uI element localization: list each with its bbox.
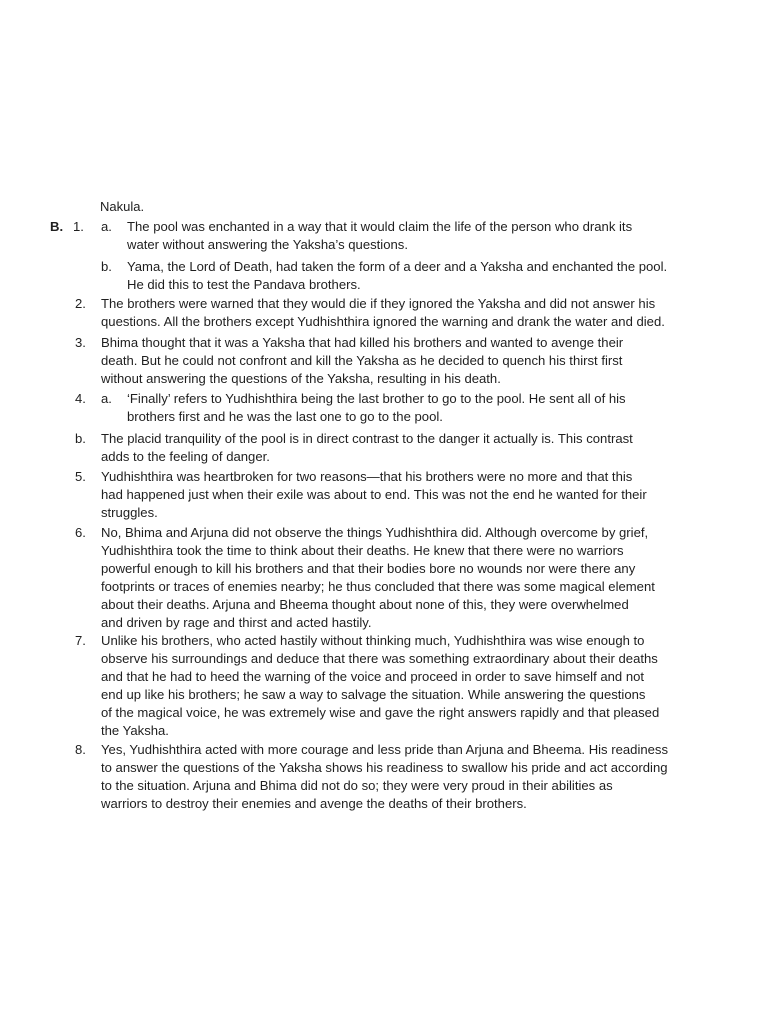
answer-line: had happened just when their exile was about to end. This was not the end he wanted for their [101, 487, 647, 502]
answer-line: Yama, the Lord of Death, had taken the form of a deer and a Yaksha and enchanted the pool. [127, 259, 668, 274]
answer-line: ‘Finally’ refers to Yudhishthira being the last brother to go to the pool. He sent all of his [127, 391, 626, 406]
item-number: 1. [73, 219, 84, 234]
answer-line: observe his surroundings and deduce that there was something extraordinary about their deaths [101, 651, 658, 666]
answer-line: He did this to test the Pandava brothers. [127, 277, 361, 292]
answer-line: brothers first and he was the last one to go to the pool. [127, 409, 443, 424]
answer-line: No, Bhima and Arjuna did not observe the things Yudhishthira did. Although overcome by grief, [101, 525, 649, 540]
item-number: 5. [75, 469, 86, 484]
item-number: 2. [75, 296, 86, 311]
item-number: 8. [75, 742, 86, 757]
sub-item-letter: a. [101, 219, 112, 234]
sub-item-letter: b. [101, 259, 112, 274]
item-number: b. [75, 431, 86, 446]
answer-line: struggles. [101, 505, 158, 520]
answer-line: to answer the questions of the Yaksha shows his readiness to swallow his pride and act according [101, 760, 668, 775]
item-number: 3. [75, 335, 86, 350]
section-label: B. [50, 219, 64, 234]
answer-line: The brothers were warned that they would die if they ignored the Yaksha and did not answer his [101, 296, 656, 311]
answer-line: and driven by rage and thirst and acted hastily. [101, 615, 372, 630]
answer-line: and that he had to heed the warning of the voice and proceed in order to save himself and not [101, 669, 645, 684]
answer-line: Bhima thought that it was a Yaksha that had killed his brothers and wanted to avenge their [101, 335, 624, 350]
answer-line: warriors to destroy their enemies and avenge the deaths of their brothers. [101, 796, 527, 811]
item-number: 4. [75, 391, 86, 406]
answer-line: of the magical voice, he was extremely wise and gave the right answers rapidly and that pleased [101, 705, 660, 720]
cut-off-text: Nakula. [100, 199, 145, 214]
answer-line: questions. All the brothers except Yudhishthira ignored the warning and drank the water and died. [101, 314, 665, 329]
answer-line: death. But he could not confront and kill the Yaksha as he decided to quench his thirst first [101, 353, 623, 368]
answer-line: Yudhishthira took the time to think about their deaths. He knew that there were no warriors [101, 543, 624, 558]
item-number: 7. [75, 633, 86, 648]
answer-line: The placid tranquility of the pool is in direct contrast to the danger it actually is. This contrast [101, 431, 633, 446]
answer-line: adds to the feeling of danger. [101, 449, 270, 464]
answer-line: about their deaths. Arjuna and Bheema thought about none of this, they were overwhelmed [101, 597, 629, 612]
answer-line: Yudhishthira was heartbroken for two reasons—that his brothers were no more and that this [101, 469, 633, 484]
answer-line: end up like his brothers; he saw a way to salvage the situation. While answering the questions [101, 687, 646, 702]
answer-line: the Yaksha. [101, 723, 169, 738]
answer-line: Yes, Yudhishthira acted with more courage and less pride than Arjuna and Bheema. His readiness [101, 742, 669, 757]
answer-line: footprints or traces of enemies nearby; he thus concluded that there was some magical element [101, 579, 655, 594]
item-number: 6. [75, 525, 86, 540]
cut-off-text-line [100, 198, 300, 214]
answer-line: without answering the questions of the Yaksha, resulting in his death. [101, 371, 501, 386]
answer-line: powerful enough to kill his brothers and that their bodies bore no wounds nor were there any [101, 561, 636, 576]
sub-item-letter: a. [101, 391, 112, 406]
answer-line: The pool was enchanted in a way that it would claim the life of the person who drank its [127, 219, 633, 234]
answer-line: to the situation. Arjuna and Bhima did not do so; they were very proud in their abilities as [101, 778, 613, 793]
answer-line: water without answering the Yaksha’s questions. [127, 237, 408, 252]
answer-line: Unlike his brothers, who acted hastily without thinking much, Yudhishthira was wise enough to [101, 633, 645, 648]
